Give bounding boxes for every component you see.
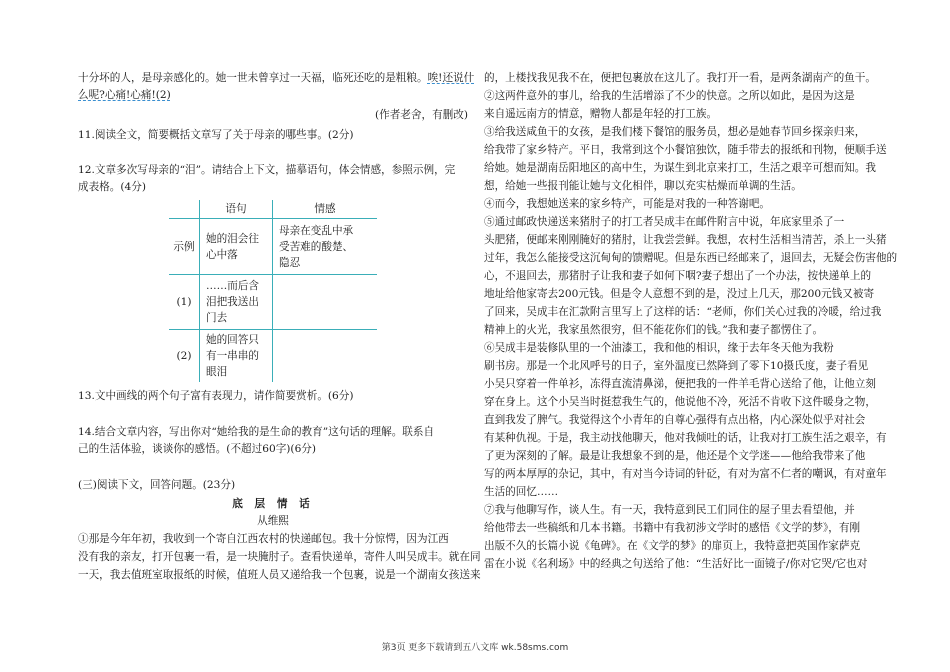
right-text-line: 来自遥远南方的情意，赠物人都是年轻的打工族。 — [484, 108, 718, 120]
right-text-line: 过年，我怎么能接受这沉甸甸的馈赠呢。但是东西已经邮来了，退回去，无疑会伤害他的 — [484, 252, 898, 264]
right-text-line: ②这两件意外的事儿，给我的生活增添了不少的快意。之所以如此，是因为这是 — [484, 90, 855, 102]
right-text-line: 直到我发了脾气。我觉得这个小青年的自尊心强得有点出格，内心深处似乎对社会 — [484, 414, 866, 426]
question-13: 13.文中画线的两个句子富有表现力，请作简要赏析。(6分) — [78, 390, 354, 402]
underlined-sentence-2: 么呢?心痛!心痛!(2) — [78, 89, 171, 101]
right-text-line: 出版不久的长篇小说《龟碑》。在《文学的梦》的扉页上，我特意把英国作家萨克 — [484, 540, 861, 552]
question-12-line-1: 12.文章多次写母亲的“泪”。请结合上下文，描摹语句，体会情感，参照示例，完 — [78, 164, 456, 176]
intro-line-1: 十分坏的人，是母亲感化的。她一世未曾享过一天福，临死还吃的是粗粮。唉!还说什 — [78, 72, 475, 84]
page-footer: 第3页 更多下载请到五八文库 wk.58sms.com — [381, 643, 569, 653]
article-title: 底 层 情 话 — [232, 498, 314, 510]
question-14-line-1: 14.结合文章内容，写出你对“她给我的是生命的教育”这句话的理解。联系自 — [78, 426, 435, 438]
row-emotion-blank[interactable] — [273, 330, 378, 382]
row-label: (2) — [176, 349, 192, 362]
intro-line-2 — [78, 88, 171, 102]
table-row — [169, 219, 377, 275]
attribution: (作者老舍，有删改) — [374, 109, 468, 121]
paragraph-1-line-3: 一天，我去值班室取报纸的时候，值班人员又递给我一个包裹，说是一个湖南女孩送来 — [78, 569, 481, 581]
right-text-line: ⑦我与他聊写作，谈人生。有一天，我特意到民工们同住的屋子里去看望他，并 — [484, 504, 855, 516]
underlined-sentence-1: 唉!还说什 — [427, 72, 475, 84]
right-text-line: 有某种仇视。于是，我主动找他聊天，他对我倾吐的话，让我对打工族生活之艰辛，有 — [484, 432, 887, 444]
row-emotion: 母亲在变乱中承 受苦难的酸楚、 隐忍 — [273, 219, 378, 275]
table-header-row — [169, 200, 377, 219]
paragraph-1-line-2: 没有我的亲友，打开包裹一看，是一块腌肘子。查看快递单，寄件人叫吴成丰。就在同 — [78, 551, 481, 563]
paragraph-1-line-1: ①那是今年年初，我收到一个寄自江西农村的快递邮包。我十分惊愕，因为江西 — [78, 533, 449, 545]
right-text-line: 的，上楼找我见我不在，便把包裹放在这儿了。我打开一看，是两条湖南产的鱼干。 — [484, 72, 876, 84]
right-text-line: 穿在身上。这个小吴当时挺惹我生气的，他说他不冷，死活不肯收下这件暖身之物， — [484, 396, 876, 408]
row-emotion-blank[interactable] — [273, 275, 378, 330]
right-text-line: ③给我送咸鱼干的女孩，是我们楼下餐馆的服务员，想必是她春节回乡探亲归来， — [484, 126, 866, 138]
table-header-sentence: 语句 — [200, 200, 273, 219]
right-text-line: ④而今，我想她送来的家乡特产，可能是对我的一种答谢吧。 — [484, 198, 771, 210]
table-row — [169, 330, 377, 382]
right-text-line: 心，不退回去，那猪肘子让我和妻子如何下咽?妻子想出了一个办法，按快递单上的 — [484, 270, 872, 282]
right-text-line: 写的两本厚厚的杂记，其中，有对当今诗词的针砭，有对为富不仁者的嘲讽，有对童年 — [484, 468, 887, 480]
answer-table — [169, 200, 377, 382]
article-author: 从维熙 — [257, 515, 289, 527]
question-12-line-2: 成表格。(4分) — [78, 181, 146, 193]
right-text-line: 给我带了家乡特产。平日，我常到这个小餐馆独饮，随手带去的报纸和刊物，便顺手送 — [484, 144, 887, 156]
table-header-blank — [169, 200, 200, 219]
right-text-line: 雷在小说《名利场》中的经典之句送给了他：“生活好比一面镜子/你对它哭/它也对 — [484, 558, 868, 570]
question-14-line-2: 己的生活体验，谈谈你的感悟。(不超过60字)(6分) — [78, 443, 317, 455]
row-label: (1) — [169, 275, 200, 330]
row-sentence: ……而后含 泪把我送出 门去 — [200, 275, 273, 330]
right-text-line: 刷书房。那是一个北风呼号的日子，室外温度已然降到了零下10摄氏度，妻子看见 — [484, 360, 869, 372]
right-text-line: 给他带去一些稿纸和几本书籍。书籍中有我初涉文学时的感悟《文学的梦》，有刚 — [484, 522, 861, 534]
row-label: 示例 — [169, 219, 200, 275]
section-3-heading: (三)阅读下文，回答问题。(23分) — [78, 479, 236, 491]
right-text-line: 精神上的火光，我家虽然很穷，但不能花你们的钱。”我和妻子都愣住了。 — [484, 324, 824, 336]
row-sentence: 她的回答只 有一串串的 眼泪 — [200, 330, 273, 382]
right-text-line: 生活的回忆…… — [484, 486, 559, 498]
right-text-line: 地址给他家寄去200元钱。但是令人意想不到的是，没过上几天，那200元钱又被寄 — [484, 288, 875, 300]
right-text-line: ⑥吴成丰是装修队里的一个油漆工，我和他的相识，缘于去年冬天他为我粉 — [484, 342, 834, 354]
right-text-line: 想，给她一些报刊能让她与文化相伴，聊以充实枯燥而单调的生活。 — [484, 180, 802, 192]
row-sentence: 她的泪会往 心中落 — [200, 219, 273, 275]
right-text-line: 给她。她是湖南岳阳地区的高中生，为谋生到北京来打工，生活之艰辛可想而知。我 — [484, 162, 876, 174]
right-text-line: 了更为深刻的了解。最是让我想象不到的是，他还是个文学迷——他给我带来了他 — [484, 450, 866, 462]
right-text-line: 小吴只穿着一件单衫，冻得直流清鼻涕，便把我的一件羊毛背心送给了他，让他立刻 — [484, 378, 876, 390]
table-header-emotion: 情感 — [273, 200, 378, 219]
right-text-line: ⑤通过邮政快递送来猪肘子的打工者吴成丰在邮件附言中说，年底家里杀了一 — [484, 216, 845, 228]
right-text-line: 了回来，吴成丰在汇款附言里写上了这样的话：“老师，你们关心过我的冷暖，给过我 — [484, 306, 882, 318]
question-11: 11.阅读全文，简要概括文章写了关于母亲的哪些事。(2分) — [78, 129, 354, 141]
table-row — [169, 275, 377, 330]
right-text-line: 头肥猪，便邮来刚刚腌好的猪肘，让我尝尝鲜。我想，农村生活相当清苦，杀上一头猪 — [484, 234, 887, 246]
